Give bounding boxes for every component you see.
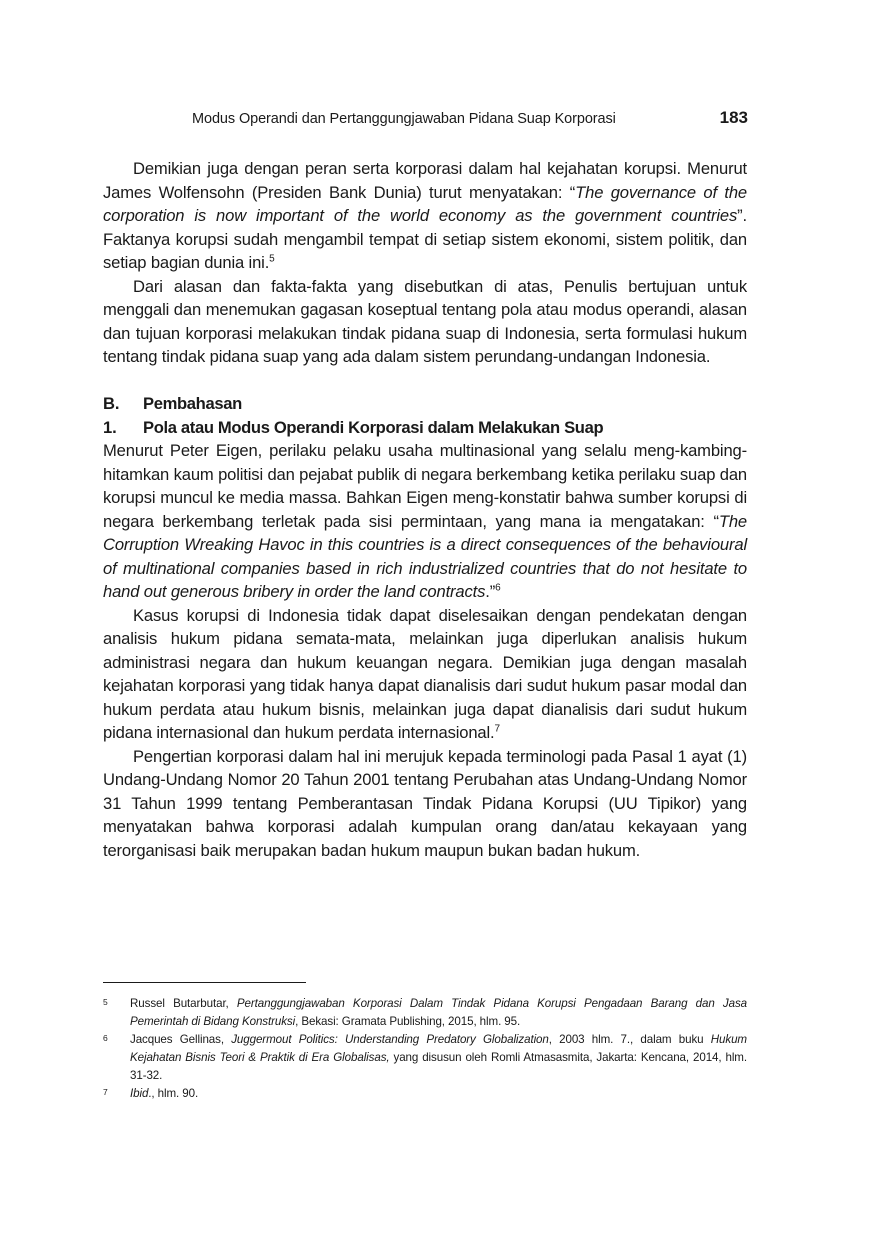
page-number: 183 [719,108,748,127]
footnote-5: 5 Russel Butarbutar, Pertanggungjawaban Korporasi Dalam Tindak Pidana Korupsi Pengadaan Barang dan Jasa Pemerintah di Bidang Konstruksi, Bekasi: Gramata Publishing, 2015, hlm. 95. [103,995,747,1031]
footnote-separator [103,982,306,983]
footnote-6: 6 Jacques Gellinas, Juggermout Politics: Understanding Predatory Globalization, 2003 hlm. 7., dalam buku Hukum Kejahatan Bisnis Teori & Praktik di Era Globalisas, yang disusun oleh Romli Atmasasmita, Jakarta: Kencana, 2014, hlm. 31-32. [103,1031,747,1085]
running-title: Modus Operandi dan Pertanggungjawaban Pidana Suap Korporasi [192,111,616,127]
footnote-ref-7: 7 [494,723,500,735]
body-text [103,157,747,862]
paragraph-5: Pengertian korporasi dalam hal ini merujuk kepada terminologi pada Pasal 1 ayat (1) Undang-Undang Nomor 20 Tahun 2001 tentang Perubahan atas Undang-Undang Nomor 31 Tahun 1999 tentang Pemberantasan Tindak Pidana Korupsi (UU Tipikor) yang menyatakan bahwa korporasi adalah kumpulan orang dan/atau kekayaan yang terorganisasi baik merupakan badan hukum maupun bukan badan hukum. [103,746,747,860]
footnote-mark: 7 [103,1087,108,1097]
paragraph-4: Kasus korupsi di Indonesia tidak dapat diselesaikan dengan pendekatan dengan analisis hukum pidana semata-mata, melainkan juga diperlukan analisis hukum administrasi negara dan hukum keuangan negara. Demikian juga dengan masalah kejahatan korporasi yang tidak hanya dapat dianalisis dari sudut hukum pasar modal dan hukum perdata atau hukum bisnis, melainkan juga dapat dianalisis dari sudut hukum pidana internasional dan hukum perdata internasional.$^7$ [103,605,747,742]
paragraph-1: Demikian juga dengan peran serta korporasi dalam hal kejahatan korupsi. Menurut James Wolfensohn (Presiden Bank Dunia) turut menyatakan: “The governance of the corporation is now important of the world economy as the government countries”. Faktanya korupsi sudah mengambil tempat di setiap sistem ekonomi, sistem politik, dan setiap bagian dunia ini.$^5$ [103,159,747,272]
quote-wolfensohn: The governance of the corporation is now important of the world economy as the government countries [103,182,747,225]
subsection-title: Pola atau Modus Operandi Korporasi dalam Melakukan Suap [143,417,604,437]
footnote-7: 7 Ibid., hlm. 90. [103,1085,747,1103]
paragraph-2: Dari alasan dan fakta-fakta yang disebutkan di atas, Penulis bertujuan untuk menggali dan menemukan gagasan koseptual tentang pola atau modus operandi, alasan dan tujuan korporasi melakukan tindak pidana suap di Indonesia, serta formulasi hukum tentang tindak pidana suap yang ada dalam sistem perundang-undangan Indonesia. [103,276,747,366]
footnote-ref-5: 5 [269,253,275,265]
running-header [192,108,748,132]
section-title: Pembahasan [143,394,242,413]
subsection-number: 1. [103,417,117,437]
quote-eigen: The Corruption Wreaking Havoc in this countries is a direct consequences of the behavioural of multinational companies based in rich industrialized countries that do not hesitate to hand out generous bribery in order the land contracts [103,511,747,601]
paragraph-3: Menurut Peter Eigen, perilaku pelaku usaha multinasional yang selalu meng-kambing-hitamkan kaum politisi dan pejabat publik di negara berkembang ketika perilaku suap dan korupsi muncul ke media massa. Bahkan Eigen meng-konstatir bahwa sumber korupsi di negara berkembang terletak pada sisi permintaan, yang mana ia mengatakan: “The Corruption Wreaking Havoc in this countries is a direct consequences of the behavioural of multinational companies based in rich industrialized countries that do not hesitate to hand out generous bribery in order the land contracts.”$^6$ [103,441,747,601]
section-number: B. [103,394,120,413]
footnotes [103,995,747,1103]
footnote-ref-6: 6 [495,582,501,594]
subsection-heading [103,416,747,440]
footnote-mark: 6 [103,1033,108,1043]
section-heading [103,392,747,416]
footnote-mark: 5 [103,997,108,1007]
